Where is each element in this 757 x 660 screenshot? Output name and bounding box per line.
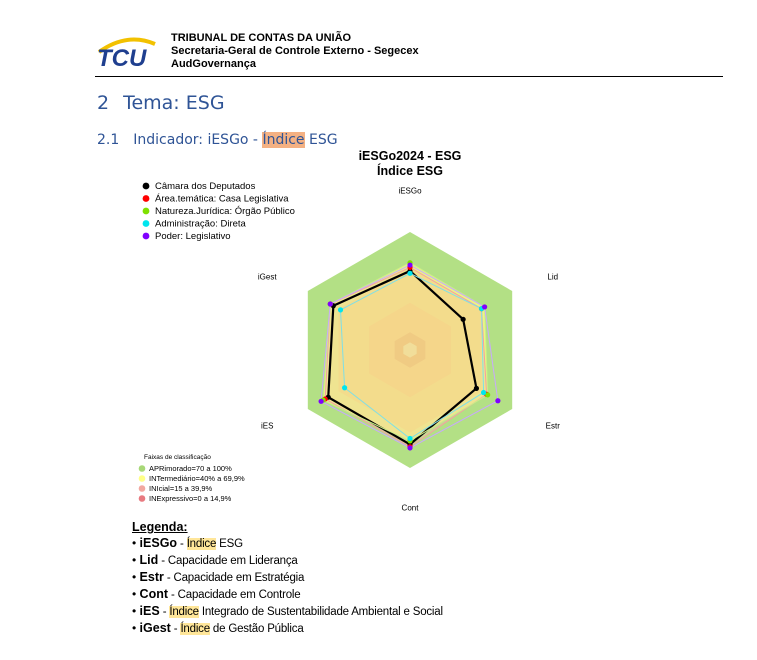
legend-description: - Capacidade em Liderança: [158, 555, 298, 567]
chart-title: iESGo2024 - ESG: [358, 149, 462, 163]
series-legend-label: Câmara dos Deputados: [155, 181, 256, 192]
series-legend-label: Área.temática: Casa Legislativa: [155, 193, 289, 205]
subsection-title-prefix: Indicador: iESGo -: [133, 132, 263, 148]
legend-code: Estr: [139, 570, 164, 584]
series-point: [495, 398, 500, 403]
band-legend-label: APRimorado=70 a 100%: [149, 464, 232, 473]
legend-code: iESGo: [139, 536, 178, 550]
axis-label-cont: Cont: [401, 503, 419, 513]
series-legend-marker: [143, 208, 150, 215]
band-legend-label: INExpressivo=0 a 14,9%: [149, 494, 232, 503]
axis-label-iesgo: iESGo: [398, 186, 422, 196]
highlighted-word: Índice: [169, 606, 199, 618]
logo-text: TCU: [97, 45, 147, 72]
highlighted-word: Índice: [186, 538, 217, 550]
series-point: [407, 271, 412, 276]
series-point: [407, 436, 412, 441]
legend-item-igest: • iGest - Índice de Gestão Pública: [132, 621, 304, 635]
subsection-title-suffix: ESG: [304, 132, 338, 148]
subsection-number: 2.1: [97, 132, 120, 148]
legend-title: Legenda:: [132, 520, 188, 534]
axis-label-ies: iES: [261, 421, 274, 431]
legend-block: [132, 519, 443, 637]
legend-list: [132, 535, 443, 637]
legend-description: - Índice ESG: [177, 538, 243, 550]
series-point: [482, 304, 487, 309]
legend-description: - Capacidade em Controle: [168, 589, 301, 601]
series-point: [338, 307, 343, 312]
legend-description: - Índice de Gestão Pública: [170, 623, 304, 635]
legend-description: - Índice Integrado de Sustentabilidade Ambiental e Social: [159, 606, 443, 618]
series-point: [481, 390, 486, 395]
series-point: [407, 445, 412, 450]
legend-code: Cont: [139, 587, 169, 601]
org-line-1: TRIBUNAL DE CONTAS DA UNIÃO: [171, 32, 352, 44]
section-title: Tema: ESG: [123, 92, 225, 114]
org-line-3: AudGovernança: [171, 58, 256, 70]
series-point: [407, 262, 412, 267]
highlighted-word: Índice: [180, 623, 210, 635]
series-point: [328, 301, 333, 306]
series-point: [461, 317, 466, 322]
series-legend-marker: [143, 233, 150, 240]
legend-code: iES: [139, 604, 160, 618]
subsection-title-highlight: Índice: [262, 132, 305, 148]
band-legend-marker: [139, 485, 146, 492]
legend-item-estr: • Estr - Capacidade em Estratégia: [132, 570, 305, 584]
band-legend-marker: [139, 495, 146, 502]
legend-code: Lid: [139, 553, 159, 567]
legend-item-iesgo: • iESGo - Índice ESG: [132, 536, 243, 550]
org-line-2: Secretaria-Geral de Controle Externo - Segecex: [171, 45, 419, 57]
series-legend-label: Natureza.Jurídica: Órgão Público: [155, 206, 295, 217]
series-legend-label: Administração: Direta: [155, 218, 246, 230]
legend-item-cont: • Cont - Capacidade em Controle: [132, 587, 301, 601]
series-legend-marker: [143, 183, 150, 190]
bands-legend-title: Faixas de classificação: [144, 454, 211, 461]
series-legend-label: Poder: Legislativo: [155, 231, 231, 242]
series-point: [474, 386, 479, 391]
band-legend-label: INIcial=15 a 39,9%: [149, 484, 213, 493]
legend-item-ies: • iES - Índice Integrado de Sustentabilidade Ambiental e Social: [132, 604, 443, 618]
legend-item-lid: • Lid - Capacidade em Liderança: [132, 553, 298, 567]
band-legend-marker: [139, 475, 146, 482]
section-number: 2: [97, 92, 110, 114]
series-legend-marker: [143, 195, 150, 202]
axis-label-lid: Lid: [547, 272, 559, 282]
axis-label-estr: Estr: [545, 421, 560, 431]
band-legend-marker: [139, 465, 146, 472]
chart-subtitle: Índice ESG: [377, 164, 443, 178]
band-legend-label: INTermediário=40% a 69,9%: [149, 474, 245, 483]
series-point: [318, 399, 323, 404]
legend-description: - Capacidade em Estratégia: [163, 572, 305, 584]
series-point: [342, 385, 347, 390]
axis-label-igest: iGest: [257, 272, 277, 282]
legend-code: iGest: [139, 621, 171, 635]
series-legend-marker: [143, 220, 150, 227]
